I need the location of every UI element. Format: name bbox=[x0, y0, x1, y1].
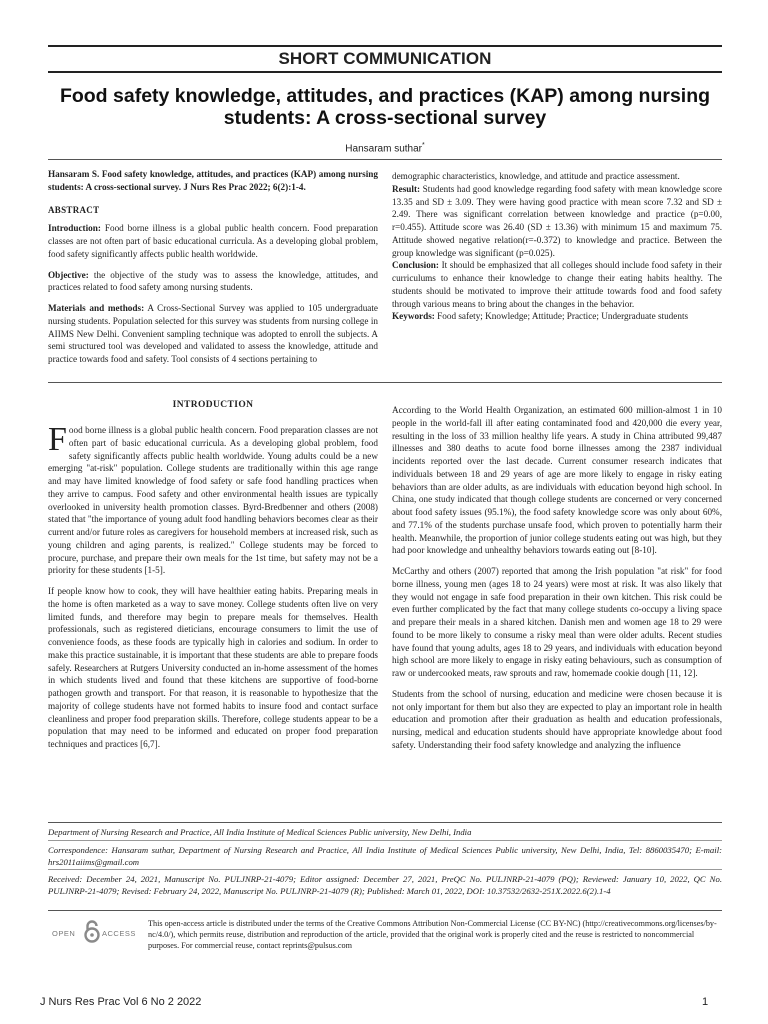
keywords-text: Food safety; Knowledge; Attitude; Practice; Undergraduate students bbox=[437, 311, 689, 322]
article-title bbox=[48, 85, 722, 129]
title-line-1: Food safety knowledge, attitudes, and practices (KAP) among nursing bbox=[59, 85, 711, 107]
author-name: Hansaram suthar bbox=[345, 143, 422, 155]
abstract-rule bbox=[48, 382, 722, 383]
abstract-methods bbox=[48, 302, 378, 366]
intro-paragraph-5: Students from the school of nursing, education and medicine were chosen because it is not only important for them but also they are expected to play an important role in health education and promotion after their graduation as health and education professionals, nursing, medical and education students should have appropriate knowledge about food safety. Understanding their food safety knowledge and analyzing the influence bbox=[392, 688, 722, 750]
title-line-2: students: A cross-sectional survey bbox=[223, 107, 547, 129]
page-number: 1 bbox=[702, 996, 709, 1008]
introduction-text: Food borne illness is a global public health concern. Food preparation classes are not often part of basic educational curricula. As a developing global problem, food safety significantly affects public health worldwide. bbox=[48, 223, 379, 259]
intro-right-column bbox=[392, 404, 722, 760]
result-text: Students had good knowledge regarding food safety with mean knowledge score 13.35 and SD ± 3.09. They were having good practice with mean score 7.32 and SD ± 2.49. There was significant correlation between knowledge and practice (p=0.00, r=0.455). Attitude score was 26.40 (SD ± 13.36) with minimum 15 and maximum 75. Attitude showed negative relation(r=-0.372) to knowledge and practice. Between the group knowledge was significant (p=0.025). bbox=[392, 183, 723, 258]
abstract-conclusion bbox=[392, 259, 722, 310]
methods-continued: demographic characteristics, knowledge, and attitude and practice assessment. bbox=[392, 171, 680, 181]
abstract-heading: ABSTRACT bbox=[48, 204, 100, 215]
abstract-introduction bbox=[48, 222, 378, 260]
citation: Hansaram S. Food safety knowledge, attitudes, and practices (KAP) among nursing students: A cross-sectional survey. J Nurs Res Prac 2022; 6(2):1-4. bbox=[48, 169, 378, 192]
abstract-left-column bbox=[48, 168, 378, 374]
license-text: This open-access article is distributed under the terms of the Creative Commons Attribution Non-Commercial License (CC BY-NC) (http://creativecommons.org/licenses/by-nc/4.0/), which permits reuse, distribution and reproduction of the article, provided that the original work is properly cited and the reuse is restricted to noncommercial purposes. For commercial reuse, contact reprints@pulsus.com bbox=[148, 919, 717, 950]
objective-text: the objective of the study was to assess the knowledge, attitudes, and practices related to food safety among nursing students. bbox=[48, 269, 378, 293]
conclusion-text: It should be emphasized that all colleges should include food safety in their curriculums to enhance their knowledge to change their eating habits healthy. The students should be motivated to improve their attitude towards food and food safety through various means to bring about the changes in the behavior. bbox=[392, 260, 722, 309]
conclusion-label: Conclusion: bbox=[392, 260, 439, 271]
intro-left-column bbox=[48, 421, 378, 759]
intro-paragraph-2: If people know how to cook, they will have healthier eating habits. Preparing meals in the home is often marketed as a way to save money. College students often live on very limited funds, and therefore may begin to prepare meals for themselves. Health professionals, such as registered dieticians, encourage consumers to limit the use of convenience foods, as these foods are typically high in calories and sodium. In order to make this practice sustainable, it is important that these students are able to prepare foods safely. Researchers at Rutgers University conducted an in-home assessment of the homes in which students lived and found that these kitchens are supportive of food-borne pathogen growth and transport. For that reason, it is reasonable to hypothesize that the majority of college students have not formed habits to insure food and contact surface cleanliness and proper food preparation skills. Therefore, college students appear to be a population that may need to be informed and educated on proper food preparation techniques and practices [6,7]. bbox=[48, 586, 378, 749]
methods-text: A Cross-Sectional Survey was applied to 105 undergraduate nursing students. Population selected for this survey was students from nursing college in AIIMS New Delhi. Convenient sampling technique was adopted to enroll the subjects. A semi structured tool was developed and validated to assess the knowledge, attitude and practice towards food and safety. Tool consists of 4 sections pertaining to bbox=[48, 303, 378, 364]
intro-paragraph-1 bbox=[48, 421, 378, 577]
manuscript-dates: Received: December 24, 2021, Manuscript No. PULJNRP-21-4079; Editor assigned: December 27, 2021, PreQC No. PULJNRP-21-4079 (PQ); Reviewed: January 10, 2022, QC No. PULJNRP-21-4079; Revised: February 24, 2022, Manuscript No. PULJNRP-21-4079 (R); Published: March 01, 2022, DOI: 10.37532/2632-251X.2022.6(2).1-4 bbox=[48, 874, 722, 896]
footer-rule bbox=[48, 822, 722, 823]
license-rule bbox=[48, 910, 722, 911]
introduction-label: Introduction: bbox=[48, 223, 101, 234]
author-line bbox=[48, 142, 722, 154]
intro-p1-text: ood borne illness is a global public health concern. Food preparation classes are not often part of basic educational curricula. As a developing global problem, food safety significantly affects public health worldwide. Young adults could be a new emerging "at-risk" population. College students are traditionally within this age range and may have limited knowledge of food safety or safe food handling practices when they arrive to campus. Food safety and other environmental health issues are typically overlooked in university health promotion classes. Byrd-Bredbenner and others (2008) stated that "the importance of young adult food handling behaviors becomes clear as their current and/or future roles as caregivers for household members at increased risk, such as young children and aging parents, is realized." College students may be forced to procure, purchase, and prepare their own meals for the 1st time, but safety may not be a priority for these students [1-5]. bbox=[48, 425, 378, 576]
journal-footer: J Nurs Res Prac Vol 6 No 2 2022 bbox=[40, 996, 202, 1008]
abstract-objective bbox=[48, 269, 378, 295]
department-affiliation: Department of Nursing Research and Practice, All India Institute of Medical Sciences Public university, New Delhi, India bbox=[48, 827, 472, 837]
intro-paragraph-3: According to the World Health Organization, an estimated 600 million-almost 1 in 10 people in the world-fall ill after eating contaminated food and 420,000 die every year, resulting in the loss of 33 million healthy life years. A study in China attributed 99,487 illnesses and 380 deaths to acute food borne illnesses among the 2387 individual incidents reported over the last decade. Current consumer research indicates that individuals between 18 and 29 years of age are more likely to engage in risky eating behaviors than are older adults, as are individuals with education beyond high school. In China, one study indicated that though college students are concerned or very concerned about food safety issues (95.1%), the food safety knowledge score was only about 60%, and 77.1% of the students purchase unsafe food, which proven to potentially harm their health. Meanwhile, the proportion of junior college students eating out was high, but they had poor knowledge and unhealthy behaviors towards eating out [8-10]. bbox=[392, 405, 722, 556]
result-label: Result: bbox=[392, 183, 421, 194]
keywords-label: Keywords: bbox=[392, 311, 435, 322]
intro-paragraph-4: McCarthy and others (2007) reported that among the Irish population "at risk" for food borne illness, young men (ages 18 to 24 years) were most at risk. It was also likely that they would not engage in safe food preparation in their own kitchen. This risk could be even further complicated by the fact that many college students co-occupy a living space and prepare their meals in a shared kitchen. Danish men and women age 18 to 29 were found to be more likely to consume a risky meal than were older adults. Recent studies have found that young adults, ages 18 to 29 years, and individuals with education beyond high school are more likely to engage in risky eating behaviours, such as consumption of raw or undercooked meats, raw sprouts and raw, homemade cookie dough [11, 12]. bbox=[392, 566, 722, 678]
oa-access-label: ACCESS bbox=[102, 929, 136, 938]
open-access-logo bbox=[50, 920, 136, 948]
affiliation-rule bbox=[48, 840, 722, 841]
methods-label: Materials and methods: bbox=[48, 303, 145, 313]
oa-open-label: OPEN bbox=[52, 929, 76, 938]
section-label: SHORT COMMUNICATION bbox=[48, 45, 722, 73]
abstract-result bbox=[392, 183, 722, 260]
drop-cap: F bbox=[48, 421, 67, 458]
correspondence: Correspondence: Hansaram suthar, Department of Nursing Research and Practice, All India Institute of Medical Sciences Public university, New Delhi, India, Tel: 8860035470; E-mail: hrs2011aiims@gmail.com bbox=[48, 845, 722, 867]
author-rule bbox=[48, 159, 722, 160]
introduction-heading: INTRODUCTION bbox=[172, 400, 254, 410]
correspondence-rule bbox=[48, 869, 722, 870]
author-mark: * bbox=[421, 142, 425, 149]
objective-label: Objective: bbox=[48, 269, 89, 280]
abstract-right-column bbox=[392, 170, 722, 331]
abstract-keywords bbox=[392, 310, 722, 323]
